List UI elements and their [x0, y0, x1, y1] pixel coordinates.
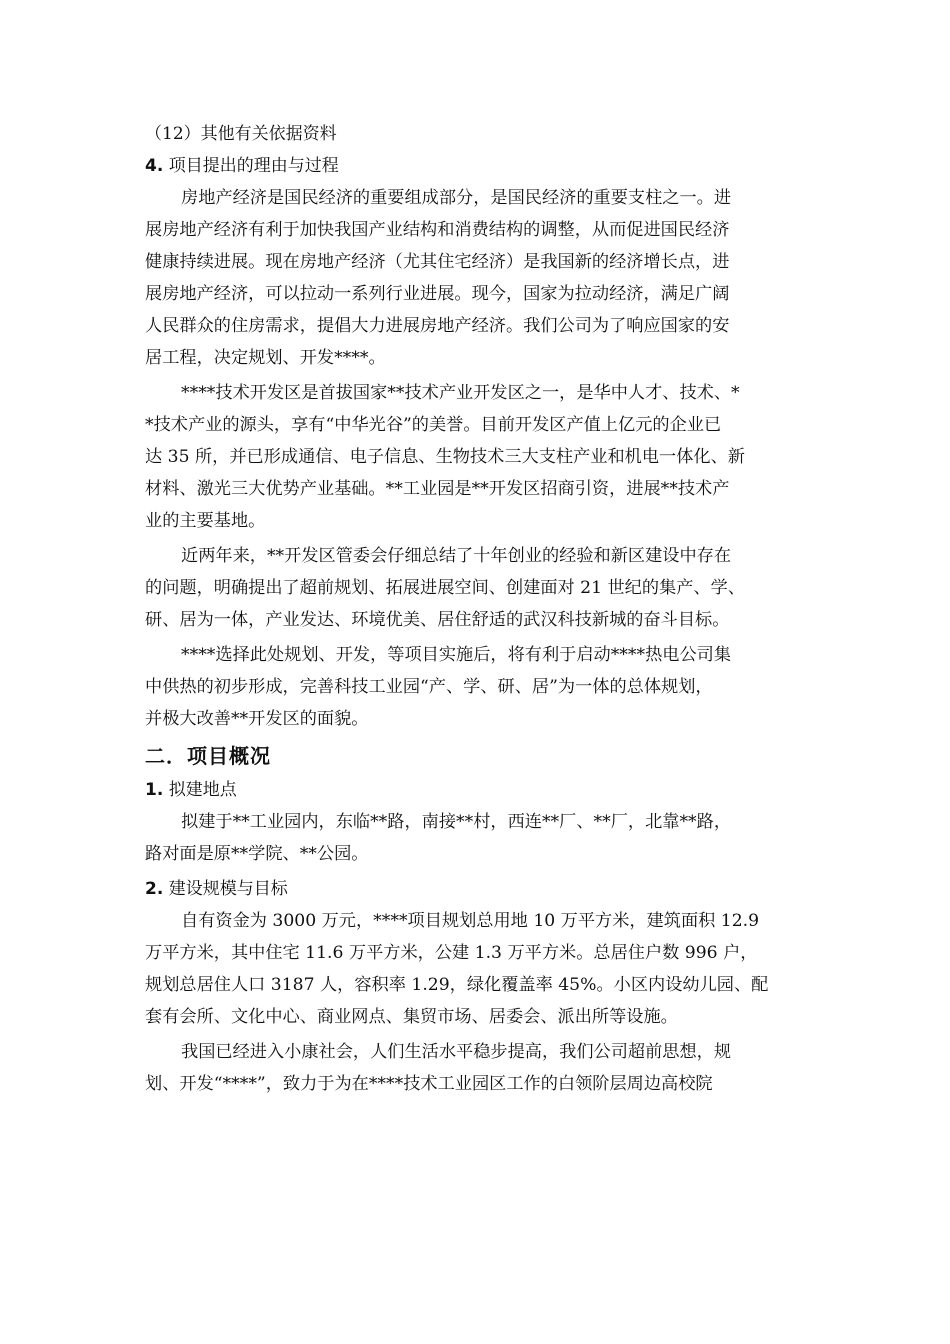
- paragraph-line: 中供热的初步形成，完善科技工业园“产、学、研、居”为一体的总体规划，: [145, 677, 713, 697]
- subheading-text: 项目提出的理由与过程: [163, 156, 339, 176]
- paragraph-site-location: [145, 806, 805, 870]
- paragraph-real-estate-economy: [145, 182, 805, 374]
- paragraph-line: 万平方米，其中住宅 11.6 万平方米，公建 1.3 万平方米。总居住户数 996 户，: [145, 943, 758, 963]
- paragraph-line: 房地产经济是国民经济的重要组成部分，是国民经济的重要支柱之一。进: [181, 188, 732, 208]
- subheading-number: 2.: [145, 879, 164, 899]
- subheading-text: 建设规模与目标: [163, 879, 288, 899]
- paragraph-site-selection: [145, 639, 805, 735]
- subheading-number: 4.: [145, 156, 164, 176]
- subheading-reason-and-process: [145, 150, 805, 182]
- paragraph-line: 自有资金为 3000 万元，****项目规划总用地 10 万平方米，建筑面积 12.9: [181, 911, 760, 931]
- paragraph-line: *技术产业的源头，享有“中华光谷”的美誉。目前开发区产值上亿元的企业已: [145, 415, 722, 435]
- paragraph-line: 业的主要基地。: [145, 511, 266, 531]
- paragraph-recent-years: [145, 540, 805, 636]
- paragraph-line: 展房地产经济有利于加快我国产业结构和消费结构的调整，从而促进国民经济: [145, 220, 730, 240]
- paragraph-line: 拟建于**工业园内，东临**路，南接**村，西连**厂、**厂，北靠**路，: [181, 812, 732, 832]
- paragraph-line: 我国已经进入小康社会，人们生活水平稳步提高，我们公司超前思想，规: [181, 1042, 732, 1062]
- paragraph-line: 达 35 所，并已形成通信、电子信息、生物技术三大支柱产业和机电一体化、新: [145, 447, 745, 467]
- paragraph-scale-figures: [145, 905, 805, 1033]
- document-page: [145, 118, 805, 1103]
- paragraph-line: 人民群众的住房需求，提倡大力进展房地产经济。我们公司为了响应国家的安: [145, 316, 730, 336]
- subheading-scale-and-goals: [145, 873, 805, 905]
- paragraph-line: 材料、激光三大优势产业基础。**工业园是**开发区招商引资，进展**技术产: [145, 479, 730, 499]
- paragraph-line: 套有会所、文化中心、商业网点、集贸市场、居委会、派出所等设施。: [145, 1007, 678, 1027]
- paragraph-line: 并极大改善**开发区的面貌。: [145, 709, 369, 729]
- paragraph-line: 的问题，明确提出了超前规划、拓展进展空间、创建面对 21 世纪的集产、学、: [145, 578, 745, 598]
- paragraph-line: 近两年来，**开发区管委会仔细总结了十年创业的经验和新区建设中存在: [181, 546, 732, 566]
- paragraph-line: 健康持续进展。现在房地产经济（尤其住宅经济）是我国新的经济增长点，进: [145, 252, 730, 272]
- paragraph-line: 路对面是原**学院、**公园。: [145, 844, 369, 864]
- subheading-number: 1.: [145, 780, 164, 800]
- subheading-text: 拟建地点: [163, 780, 237, 800]
- paragraph-line: 划、开发“****”，致力于为在****技术工业园区工作的白领阶层周边高校院: [145, 1074, 713, 1094]
- list-item-12: （12）其他有关依据资料: [145, 124, 337, 144]
- paragraph-line: 居工程，决定规划、开发****。: [145, 348, 386, 368]
- section-heading-project-overview: 二．项目概况: [145, 744, 271, 768]
- paragraph-line: 研、居为一体，产业发达、环境优美、居住舒适的武汉科技新城的奋斗目标。: [145, 610, 730, 630]
- paragraph-line: ****选择此处规划、开发，等项目实施后，将有利于启动****热电公司集: [181, 645, 732, 665]
- paragraph-line: 规划总居住人口 3187 人，容积率 1.29，绿化覆盖率 45%。小区内设幼儿园、配: [145, 975, 769, 995]
- paragraph-line: ****技术开发区是首拔国家**技术产业开发区之一，是华中人才、技术、*: [181, 383, 740, 403]
- paragraph-line: 展房地产经济，可以拉动一系列行业进展。现今，国家为拉动经济，满足广阔: [145, 284, 730, 304]
- subheading-proposed-site: [145, 774, 805, 806]
- paragraph-moderately-prosperous: [145, 1036, 805, 1100]
- paragraph-development-zone: [145, 377, 805, 537]
